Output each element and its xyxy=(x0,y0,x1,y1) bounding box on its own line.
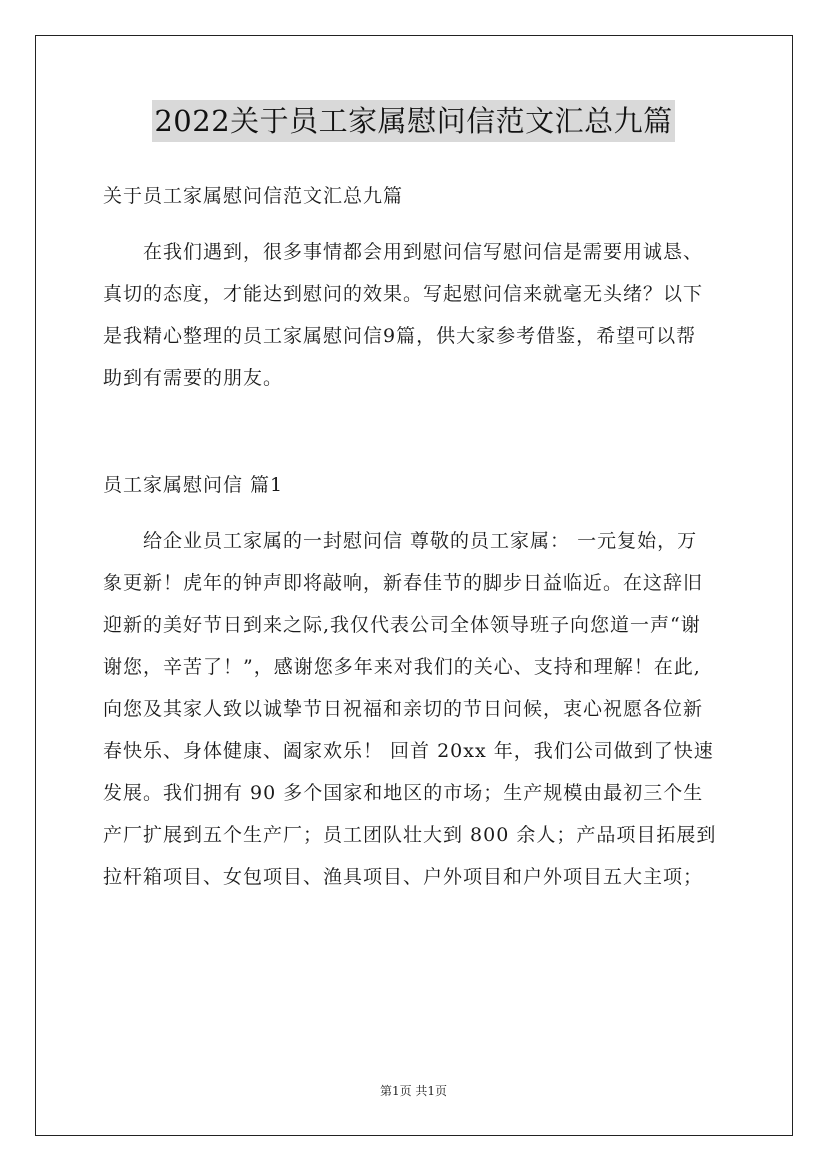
body-paragraph xyxy=(103,520,733,898)
paragraph-line: 真切的态度，才能达到慰问的效果。写起慰问信来就毫无头绪？以下 xyxy=(103,283,704,305)
paragraph-line: 助到有需要的朋友。 xyxy=(103,367,284,389)
intro-paragraph xyxy=(103,231,733,399)
paragraph-line: 在我们遇到，很多事情都会用到慰问信写慰问信是需要用诚恳、 xyxy=(143,241,704,263)
paragraph-line: 给企业员工家属的一封慰问信 尊敬的员工家属： 一元复始，万 xyxy=(143,530,698,552)
paragraph-line: 谢您，辛苦了！”，感谢您多年来对我们的关心、支持和理解！在此, xyxy=(103,656,701,678)
document-subtitle: 关于员工家属慰问信范文汇总九篇 xyxy=(103,185,404,207)
paragraph-line: 产厂扩展到五个生产厂；员工团队壮大到 800 余人；产品项目拓展到 xyxy=(103,824,717,846)
document-title: 2022关于员工家属慰问信范文汇总九篇 xyxy=(152,100,674,142)
paragraph-line: 向您及其家人致以诚挚节日祝福和亲切的节日问候，衷心祝愿各位新 xyxy=(103,698,704,720)
title-container xyxy=(0,100,827,142)
paragraph-line: 拉杆箱项目、女包项目、渔具项目、户外项目和户外项目五大主项； xyxy=(103,866,704,888)
paragraph-line: 是我精心整理的员工家属慰问信9篇，供大家参考借鉴，希望可以帮 xyxy=(103,325,697,347)
section-heading: 员工家属慰问信 篇1 xyxy=(103,474,284,496)
paragraph-line: 春快乐、身体健康、阖家欢乐！ 回首 20xx 年，我们公司做到了快速 xyxy=(103,740,714,762)
paragraph-line: 象更新！虎年的钟声即将敲响，新春佳节的脚步日益临近。在这辞旧 xyxy=(103,572,704,594)
page-footer xyxy=(0,1082,827,1099)
paragraph-line: 发展。我们拥有 90 多个国家和地区的市场；生产规模由最初三个生 xyxy=(103,782,704,804)
paragraph-line: 迎新的美好节日到来之际,我仅代表公司全体领导班子向您道一声“谢 xyxy=(103,614,701,636)
page-number: 第1页 共1页 xyxy=(379,1084,448,1098)
document-body xyxy=(103,175,733,898)
